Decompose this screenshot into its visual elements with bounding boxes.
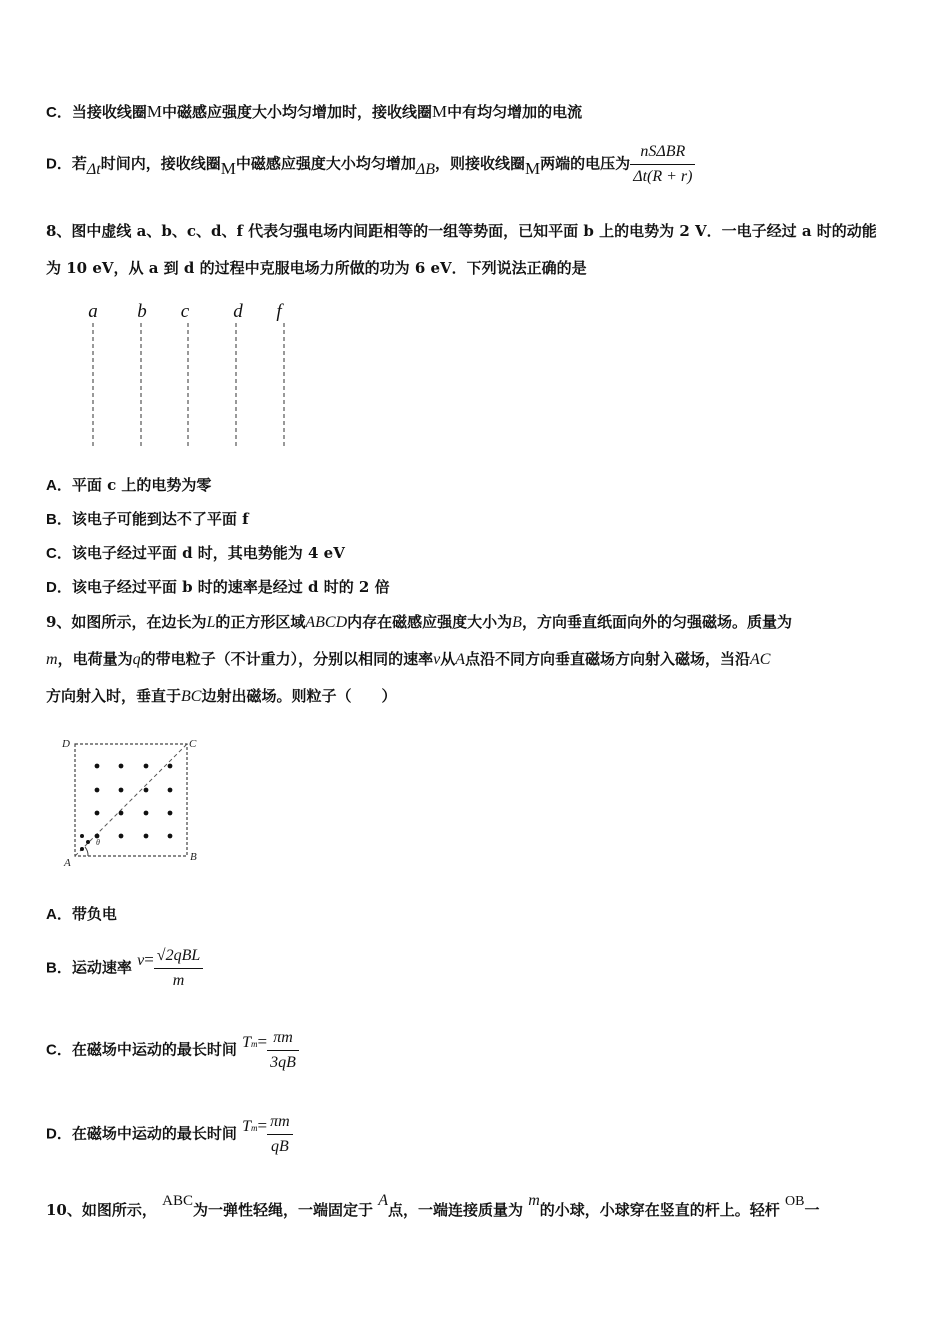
q8-stem-line1: 8、图中虚线 a、b、c、d、f 代表匀强电场内间距相等的一组等势面，已知平面 b 上的电势为 2 V．一电子经过 a 时的动能 bbox=[46, 222, 877, 240]
field-dot bbox=[168, 764, 173, 769]
diagonal-ac bbox=[75, 744, 187, 856]
equals-sign: = bbox=[257, 1115, 268, 1135]
option-label: A． bbox=[46, 906, 72, 923]
stem-text: 点，一端连接质量为 bbox=[387, 1201, 523, 1219]
symbol-subscript-m: m bbox=[251, 1038, 258, 1049]
field-dot bbox=[168, 811, 173, 816]
q9-stem-line2 bbox=[46, 649, 770, 670]
symbol-m: m bbox=[46, 651, 58, 668]
q10-stem-line1 bbox=[46, 1192, 820, 1230]
stem-text: 从 bbox=[440, 650, 456, 668]
q9-option-b bbox=[46, 945, 203, 992]
symbol-m: m bbox=[528, 1192, 540, 1209]
symbol-M: M bbox=[220, 158, 236, 178]
field-dot bbox=[144, 811, 149, 816]
option-text: 中有均匀增加的电流 bbox=[447, 103, 583, 121]
option-text: 在磁场中运动的最长时间 bbox=[71, 1040, 237, 1059]
option-label: C． bbox=[46, 545, 72, 562]
option-text: 运动速率 bbox=[71, 958, 132, 977]
symbol-q: q bbox=[132, 651, 141, 668]
fraction-numerator: πm bbox=[267, 1111, 293, 1135]
q8-option-c bbox=[46, 543, 345, 564]
vertex-label-c: C bbox=[189, 738, 197, 750]
q7-option-d bbox=[46, 141, 695, 188]
stem-text: 的正方形区域 bbox=[215, 613, 306, 631]
q9-stem-line1 bbox=[46, 612, 792, 633]
q7-option-c bbox=[46, 102, 582, 123]
symbol-T: T bbox=[242, 1033, 251, 1051]
stem-text: 方向射入时，垂直于 bbox=[46, 687, 182, 705]
symbol-AC: AC bbox=[750, 651, 771, 668]
field-dot bbox=[95, 788, 100, 793]
option-label: D． bbox=[46, 155, 72, 173]
label-c: c bbox=[180, 301, 190, 322]
label-a: a bbox=[88, 301, 98, 322]
label-f: f bbox=[276, 301, 282, 322]
field-dot bbox=[80, 834, 84, 838]
option-label: B． bbox=[46, 959, 72, 977]
q8-stem-line2: 为 10 eV，从 a 到 d 的过程中克服电场力所做的功为 6 eV．下列说法正确的是 bbox=[46, 259, 587, 277]
label-d: d bbox=[233, 301, 243, 322]
symbol-M: M bbox=[525, 158, 541, 178]
equals-sign: = bbox=[257, 1031, 268, 1051]
symbol-A: A bbox=[455, 651, 465, 668]
q9-option-c bbox=[46, 1027, 299, 1074]
q9-option-d bbox=[46, 1111, 293, 1158]
q8-option-b bbox=[46, 509, 249, 530]
time-fraction bbox=[267, 1027, 299, 1074]
fraction-denominator: qB bbox=[270, 1138, 289, 1155]
field-dot bbox=[168, 788, 173, 793]
field-dot bbox=[119, 764, 124, 769]
symbol-M: M bbox=[432, 102, 448, 121]
stem-text: 点沿不同方向垂直磁场方向射入磁场，当沿 bbox=[465, 650, 751, 668]
option-text: 两端的电压为 bbox=[540, 154, 631, 173]
angle-label-theta: θ bbox=[96, 838, 100, 847]
symbol-BC: BC bbox=[181, 688, 202, 705]
q8-equipotential-figure bbox=[75, 295, 315, 455]
field-dot bbox=[144, 788, 149, 793]
symbol-v: v bbox=[137, 951, 145, 969]
symbol-A: A bbox=[378, 1192, 388, 1209]
symbol-OB: OB bbox=[785, 1194, 805, 1209]
q8-option-a bbox=[46, 475, 211, 496]
option-text: 该电子经过平面 d 时，其电势能为 4 eV bbox=[71, 544, 345, 562]
field-dot bbox=[119, 788, 124, 793]
vertex-label-b: B bbox=[190, 851, 197, 863]
stem-text: ，方向垂直纸面向外的匀强磁场。质量为 bbox=[521, 613, 792, 631]
stem-text: 为一弹性轻绳，一端固定于 bbox=[192, 1201, 373, 1219]
symbol-L: L bbox=[206, 614, 216, 631]
option-label: A． bbox=[46, 477, 72, 494]
field-dot bbox=[144, 764, 149, 769]
q9-magnetic-field-figure bbox=[58, 732, 218, 872]
option-text: 该电子经过平面 b 时的速率是经过 d 时的 2 倍 bbox=[71, 578, 390, 596]
stem-text: ，电荷量为 bbox=[57, 650, 133, 668]
field-dot bbox=[144, 834, 149, 839]
option-text: 带负电 bbox=[71, 905, 117, 923]
symbol-T: T bbox=[242, 1117, 251, 1135]
q9-stem-line3 bbox=[46, 686, 396, 707]
fraction-denominator: m bbox=[172, 972, 185, 989]
option-text: 在磁场中运动的最长时间 bbox=[71, 1124, 237, 1143]
angle-arc bbox=[85, 847, 88, 856]
field-dot bbox=[95, 764, 100, 769]
option-label: D． bbox=[46, 579, 72, 596]
voltage-fraction bbox=[630, 141, 695, 188]
stem-text: 的带电粒子（不计重力），分别以相同的速率 bbox=[140, 650, 434, 668]
stem-text: 内存在磁感应强度大小为 bbox=[347, 613, 513, 631]
vertex-label-d: D bbox=[62, 738, 70, 750]
option-label: B． bbox=[46, 511, 72, 528]
q8-option-d bbox=[46, 577, 390, 598]
symbol-v: v bbox=[433, 651, 441, 668]
field-dot bbox=[119, 834, 124, 839]
stem-text: 边射出磁场。则粒子（ ） bbox=[201, 687, 397, 705]
option-text: 若 bbox=[71, 154, 87, 173]
stem-text: 9、如图所示，在边长为 bbox=[46, 613, 207, 631]
field-dot bbox=[168, 834, 173, 839]
field-dot bbox=[80, 847, 84, 851]
field-dot bbox=[95, 811, 100, 816]
symbol-delta-t: Δt bbox=[86, 160, 101, 178]
option-label: C． bbox=[46, 1041, 72, 1059]
symbol-ABCD: ABCD bbox=[305, 614, 348, 631]
fraction-denominator: 3qB bbox=[270, 1054, 296, 1071]
option-text: 平面 c 上的电势为零 bbox=[71, 476, 212, 494]
vertex-label-a: A bbox=[64, 857, 71, 869]
fraction-numerator: nSΔBR bbox=[630, 141, 695, 165]
symbol-ABC: ABC bbox=[162, 1193, 193, 1209]
option-label: C． bbox=[46, 104, 72, 121]
label-b: b bbox=[137, 301, 147, 322]
option-text: 该电子可能到达不了平面 f bbox=[71, 510, 249, 528]
symbol-B: B bbox=[512, 614, 522, 631]
field-dot bbox=[86, 840, 90, 844]
fraction-numerator: √2qBL bbox=[154, 945, 203, 969]
q9-option-a bbox=[46, 904, 117, 925]
equals-sign: = bbox=[144, 949, 154, 969]
stem-text: 一 bbox=[804, 1201, 820, 1219]
option-text: 中磁感应强度大小均匀增加 bbox=[235, 154, 416, 173]
option-text: 中磁感应强度大小均匀增加时，接收线圈 bbox=[161, 103, 432, 121]
option-text: 当接收线圈 bbox=[71, 103, 147, 121]
symbol-M: M bbox=[146, 102, 162, 121]
fraction-numerator: πm bbox=[267, 1027, 299, 1051]
fraction-denominator: Δt(R + r) bbox=[633, 168, 693, 185]
stem-text: 的小球，小球穿在竖直的杆上。轻杆 bbox=[539, 1201, 780, 1219]
option-label: D． bbox=[46, 1125, 72, 1143]
speed-fraction bbox=[154, 945, 203, 992]
option-text: 时间内，接收线圈 bbox=[100, 154, 221, 173]
symbol-delta-B: ΔB bbox=[415, 160, 436, 178]
option-text: ，则接收线圈 bbox=[435, 154, 526, 173]
stem-text: 10、如图所示， bbox=[46, 1201, 157, 1219]
symbol-subscript-m: m bbox=[251, 1122, 258, 1133]
field-dot bbox=[119, 811, 124, 816]
time-fraction bbox=[267, 1111, 293, 1158]
